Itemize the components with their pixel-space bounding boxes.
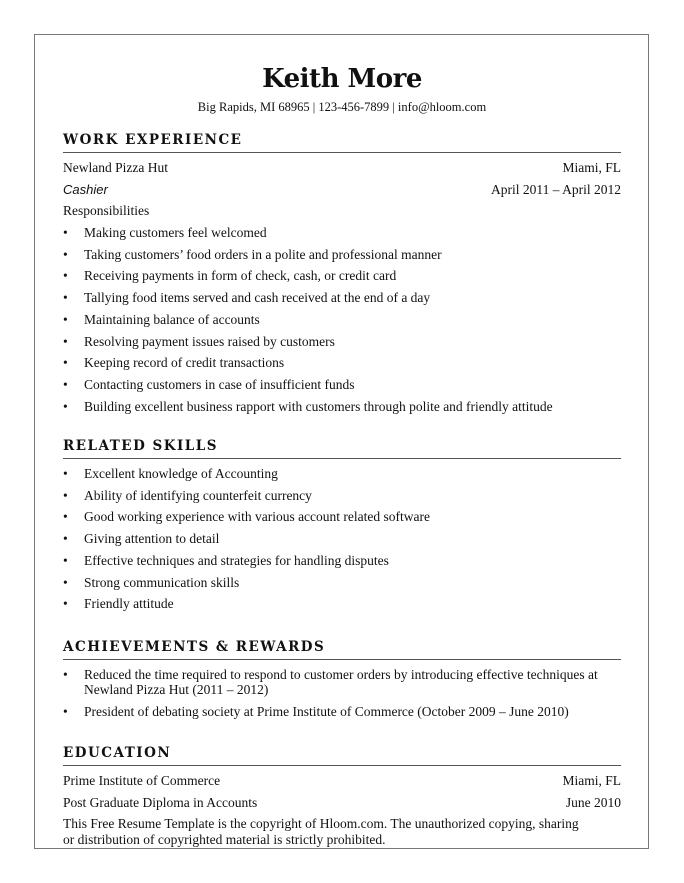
work-experience-section bbox=[63, 132, 621, 417]
resume-name: Keith More bbox=[262, 64, 422, 94]
list-item: • President of debating society at Prime Institute of Commerce (October 2009 – June 2010) bbox=[63, 701, 621, 723]
job-title: Cashier bbox=[63, 181, 108, 197]
list-item: • Friendly attitude bbox=[63, 593, 621, 615]
education-section bbox=[63, 745, 621, 848]
section-heading: EDUCATION bbox=[63, 745, 621, 766]
contact-info: Big Rapids, MI 68965 | 123-456-7899 | info@hloom.com bbox=[197, 100, 487, 114]
list-item: • Resolving payment issues raised by customers bbox=[63, 331, 621, 353]
list-item: • Effective techniques and strategies for handling disputes bbox=[63, 550, 621, 572]
job-dates: April 2011 – April 2012 bbox=[491, 181, 621, 197]
list-item: • Maintaining balance of accounts bbox=[63, 309, 621, 331]
skills-list bbox=[63, 463, 621, 615]
list-item: • Good working experience with various account related software bbox=[63, 506, 621, 528]
achievements-section bbox=[63, 639, 621, 723]
section-heading: RELATED SKILLS bbox=[63, 438, 621, 459]
list-item: • Tallying food items served and cash received at the end of a day bbox=[63, 287, 621, 309]
related-skills-section bbox=[63, 438, 621, 615]
list-item: • Reduced the time required to respond to customer orders by introducing effective techniques at Newland Pizza Hut (2011 – 2012) bbox=[63, 664, 621, 701]
list-item: • Receiving payments in form of check, cash, or credit card bbox=[63, 265, 621, 287]
list-item: • Keeping record of credit transactions bbox=[63, 352, 621, 374]
achievements-list bbox=[63, 664, 621, 723]
school-location: Miami, FL bbox=[562, 773, 621, 788]
employer: Newland Pizza Hut bbox=[63, 160, 168, 175]
list-item: • Taking customers’ food orders in a polite and professional manner bbox=[63, 244, 621, 266]
list-item: • Giving attention to detail bbox=[63, 528, 621, 550]
list-item: • Contacting customers in case of insufficient funds bbox=[63, 374, 621, 396]
degree: Post Graduate Diploma in Accounts bbox=[63, 794, 258, 810]
section-heading: ACHIEVEMENTS & REWARDS bbox=[63, 639, 621, 660]
section-heading: WORK EXPERIENCE bbox=[63, 132, 621, 153]
list-item: • Ability of identifying counterfeit currency bbox=[63, 485, 621, 507]
responsibilities-label: Responsibilities bbox=[63, 203, 150, 219]
copyright-notice: This Free Resume Template is the copyright of Hloom.com. The unauthorized copying, sharing or distribution of copyrighted material is strictly prohibited. bbox=[63, 816, 579, 848]
list-item: • Strong communication skills bbox=[63, 572, 621, 594]
job-location: Miami, FL bbox=[562, 160, 621, 175]
list-item: • Excellent knowledge of Accounting bbox=[63, 463, 621, 485]
list-item: • Building excellent business rapport with customers through polite and friendly attitude bbox=[63, 396, 621, 418]
school: Prime Institute of Commerce bbox=[63, 773, 221, 788]
graduation-date: June 2010 bbox=[565, 794, 621, 810]
responsibilities-list bbox=[63, 222, 621, 417]
list-item: • Making customers feel welcomed bbox=[63, 222, 621, 244]
